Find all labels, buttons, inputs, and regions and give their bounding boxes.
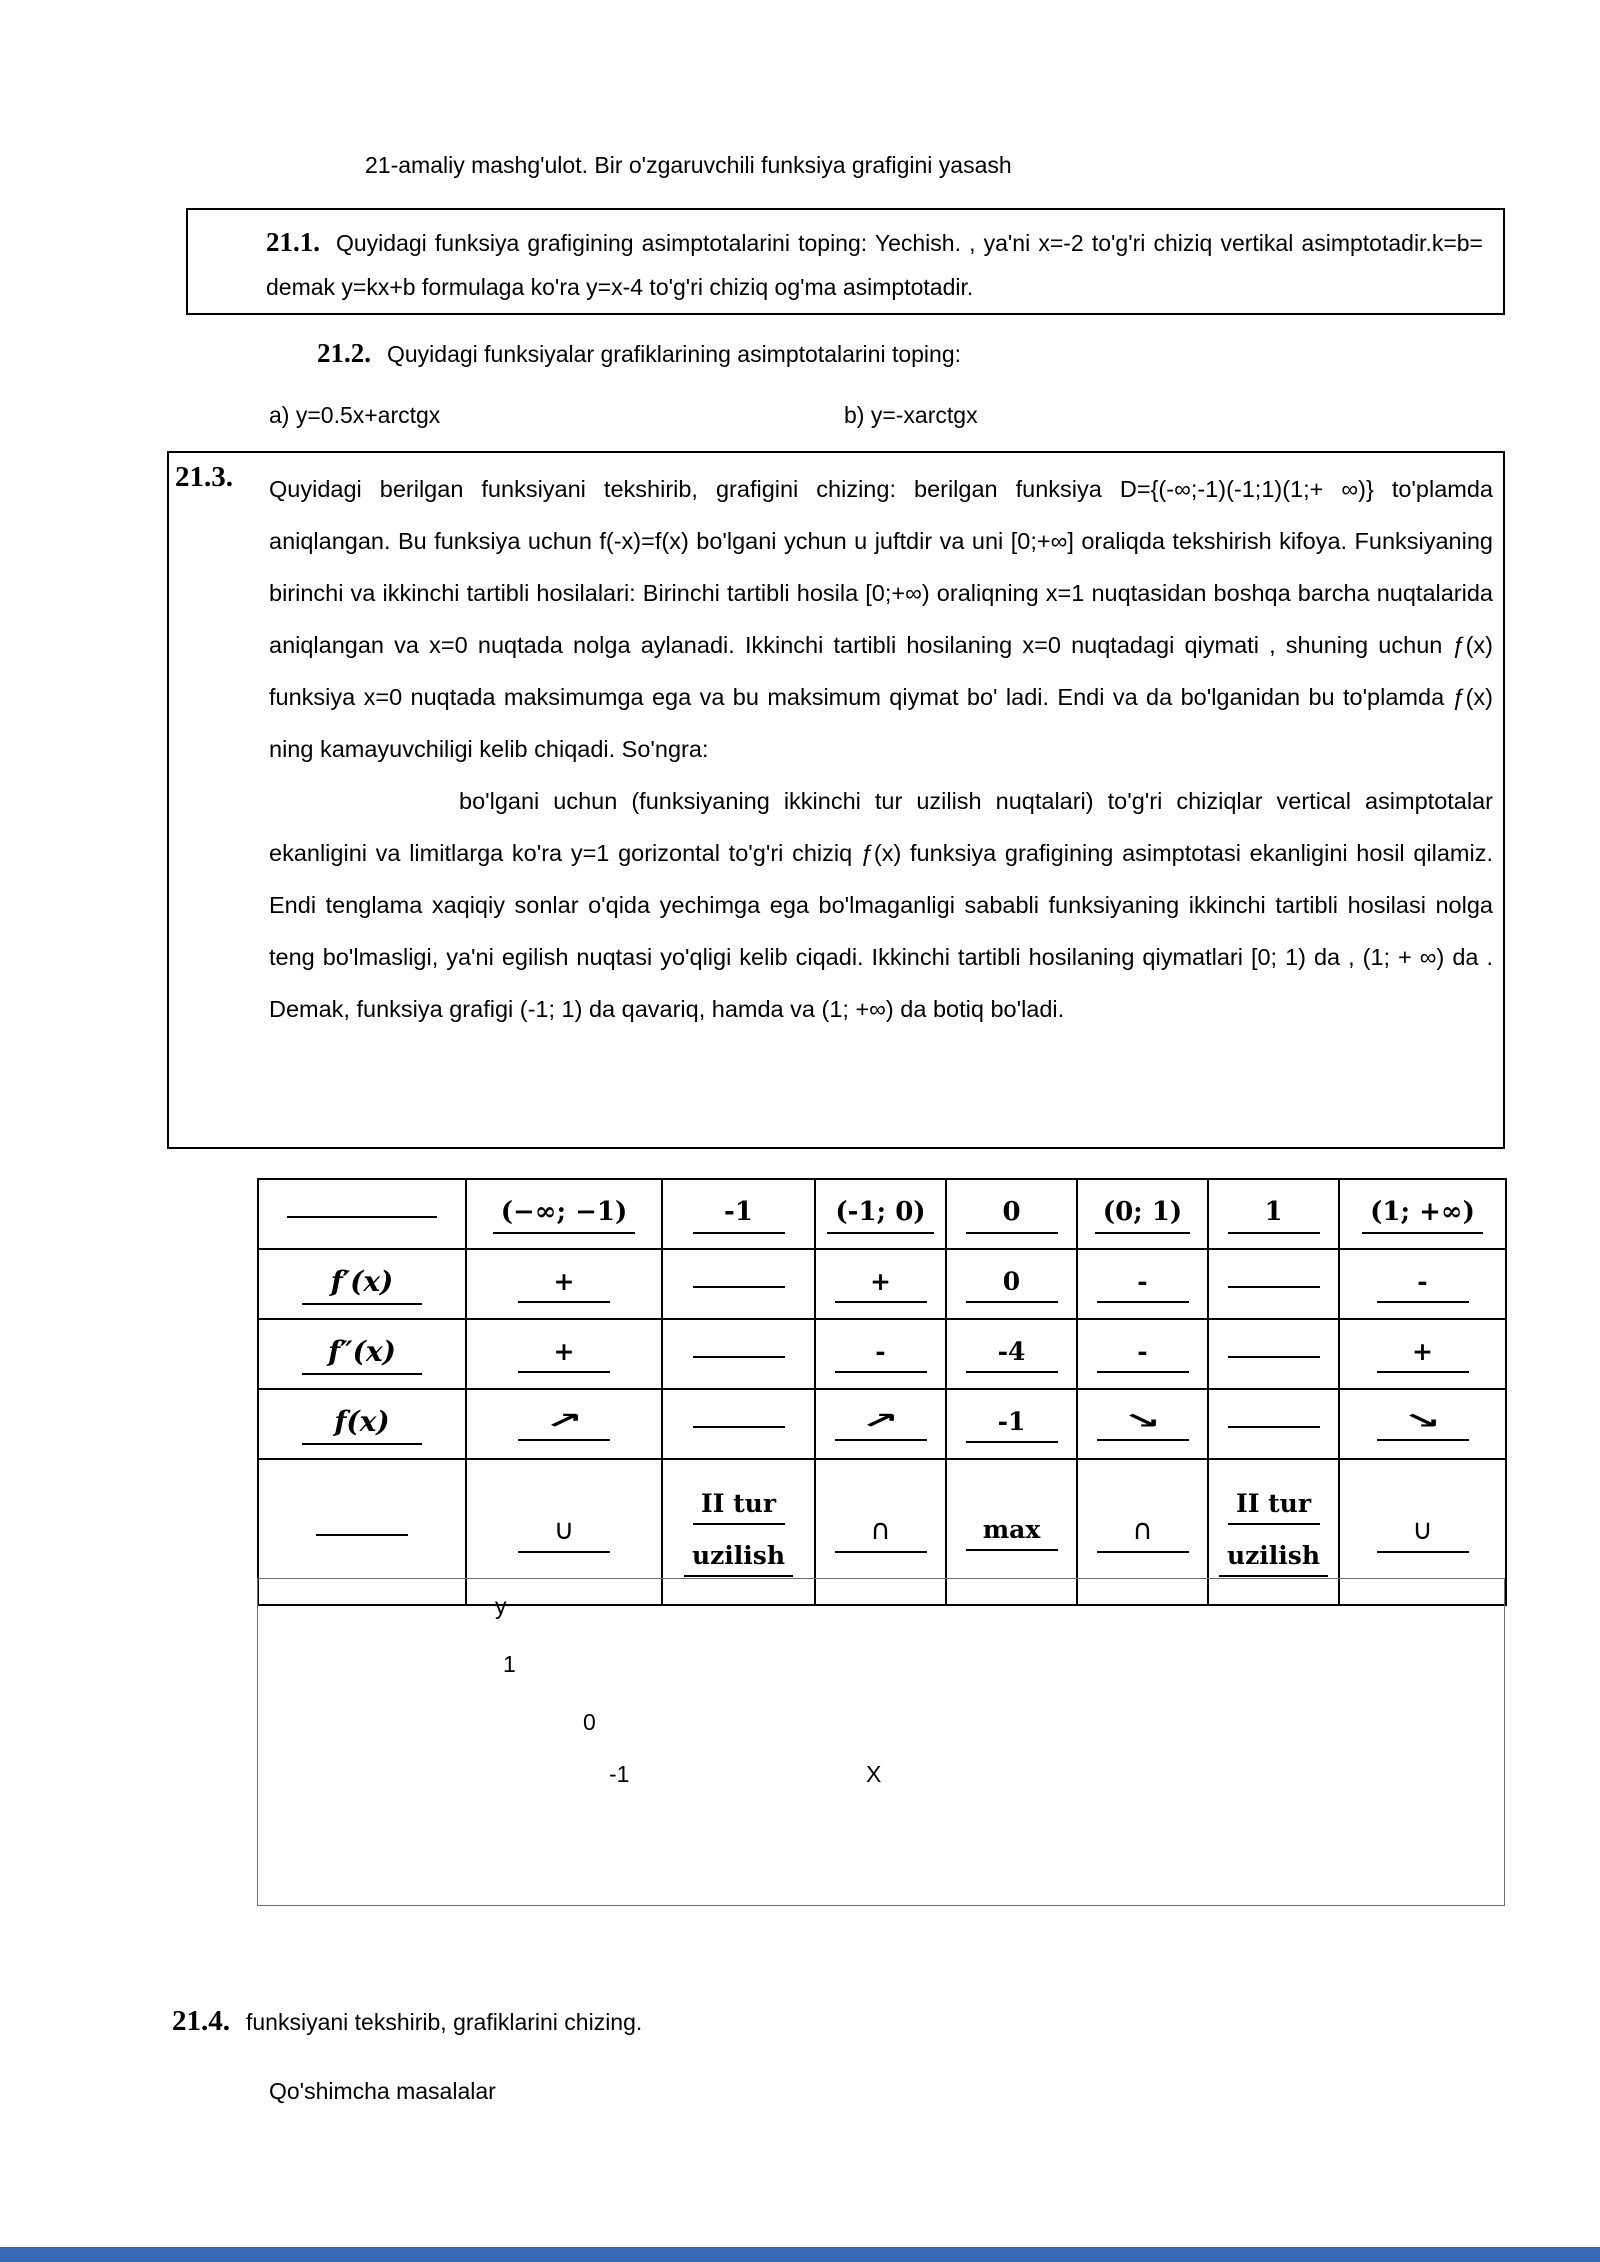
fsecond-sign bbox=[693, 1349, 785, 1358]
table-cell bbox=[258, 1179, 466, 1249]
max-label: max bbox=[966, 1513, 1058, 1551]
exercise-item-b: b) y=-xarctgx bbox=[844, 402, 978, 428]
section-21-2-number: 21.2. bbox=[317, 338, 371, 368]
figure-tick-minus1: -1 bbox=[609, 1761, 630, 1787]
concave-down-symbol: ∩ bbox=[1097, 1511, 1189, 1553]
table-cell bbox=[1208, 1389, 1339, 1459]
table-cell bbox=[815, 1389, 946, 1459]
fprime-sign: 0 bbox=[966, 1265, 1058, 1303]
header-point-minus1: -1 bbox=[693, 1195, 785, 1234]
header-interval-1: (−∞; −1) bbox=[493, 1195, 636, 1234]
fprime-sign: - bbox=[1097, 1265, 1189, 1303]
fprime-sign bbox=[693, 1279, 785, 1288]
section-21-1-text: Quyidagi funksiya grafigining asimptotalarini toping: Yechish. , ya'ni x=-2 to'g'ri chiziq vertikal asimptotadir.k=b= demak y=kx+b formulaga ko'ra y=x-4 to'g'ri chiziq og'ma asimptotadir. bbox=[266, 230, 1483, 300]
table-cell bbox=[1339, 1389, 1506, 1459]
section-21-2-text: Quyidagi funksiyalar grafiklarining asimptotalarini toping: bbox=[387, 341, 962, 367]
table-row-fprime bbox=[258, 1249, 1506, 1319]
table-cell bbox=[815, 1249, 946, 1319]
table-row-f bbox=[258, 1389, 1506, 1459]
fsecond-sign: + bbox=[1377, 1335, 1469, 1373]
falling-arrow-icon: ↘ bbox=[1403, 1409, 1442, 1434]
header-point-0: 0 bbox=[966, 1195, 1058, 1234]
table-cell bbox=[1077, 1319, 1208, 1389]
section-21-3-box bbox=[167, 451, 1505, 1149]
section-21-4-number: 21.4. bbox=[172, 2005, 230, 2037]
figure-tick-1: 1 bbox=[503, 1651, 516, 1677]
section-21-1-box bbox=[186, 208, 1505, 315]
fsecond-label: f″(x) bbox=[302, 1333, 422, 1375]
table-cell bbox=[662, 1319, 815, 1389]
table-cell bbox=[1339, 1249, 1506, 1319]
concave-up-symbol: ∪ bbox=[1377, 1511, 1469, 1553]
section-21-1-number: 21.1. bbox=[266, 227, 320, 257]
table-cell bbox=[1208, 1249, 1339, 1319]
discontinuity-line1: II tur bbox=[693, 1487, 785, 1525]
table-cell bbox=[466, 1319, 662, 1389]
page-title: 21-amaliy mashg'ulot. Bir o'zgaruvchili funksiya grafigini yasash bbox=[365, 152, 1012, 178]
table-cell bbox=[662, 1249, 815, 1319]
discontinuity-note bbox=[1211, 1487, 1336, 1577]
table-cell bbox=[662, 1389, 815, 1459]
extra-problems-heading: Qo'shimcha masalalar bbox=[269, 2078, 496, 2104]
section-21-3-number: 21.3. bbox=[175, 461, 233, 493]
table-cell bbox=[466, 1249, 662, 1319]
table-cell bbox=[946, 1389, 1077, 1459]
table-row-fsecond bbox=[258, 1319, 1506, 1389]
bottom-bar bbox=[0, 2247, 1600, 2262]
discontinuity-line2: uzilish bbox=[1219, 1539, 1328, 1577]
table-cell bbox=[1339, 1319, 1506, 1389]
header-empty bbox=[287, 1209, 437, 1218]
fsecond-sign: + bbox=[518, 1335, 610, 1373]
section-21-4-heading bbox=[172, 2005, 642, 2038]
exercise-item-a: a) y=0.5x+arctgx bbox=[269, 402, 441, 428]
fprime-label: f′(x) bbox=[302, 1263, 422, 1305]
fsecond-sign: - bbox=[835, 1335, 927, 1373]
rising-arrow-icon: ↗ bbox=[861, 1409, 900, 1434]
rising-arrow-icon: ↗ bbox=[544, 1409, 584, 1434]
graph-figure-box bbox=[257, 1578, 1505, 1906]
table-cell bbox=[946, 1179, 1077, 1249]
section-21-3-paragraph-1: Quyidagi berilgan funksiyani tekshirib, grafigini chizing: berilgan funksiya D={(-∞;-1)(-1;1)(1;+ ∞)} to'plamda aniqlangan. Bu funksiya uchun f(-x)=f(x) bo'lgani ychun u juftdir va uni [0;+∞] oraliqda tekshirish kifoya. Funksiyaning birinchi va ikkinchi tartibli hosilalari: Birinchi tartibli hosila [0;+∞) oraliqning x=1 nuqtasidan boshqa barcha nuqtalarida aniqlangan va x=0 nuqtada nolga aylanadi. Ikkinchi tartibli hosilaning x=0 nuqtadagi qiymati , shuning uchun ƒ(x) funksiya x=0 nuqtada maksimumga ega va bu maksimum qiymat bo' ladi. Endi va da bo'lganidan bu to'plamda ƒ(x) ning kamayuvchiligi kelib chiqadi. So'ngra: bbox=[269, 476, 1493, 762]
table-cell bbox=[815, 1179, 946, 1249]
section-21-4-text: funksiyani tekshirib, grafiklarini chizing. bbox=[246, 2009, 643, 2035]
header-interval-4: (1; +∞) bbox=[1362, 1195, 1483, 1234]
falling-arrow-icon: ↘ bbox=[1123, 1409, 1162, 1434]
fprime-sign: + bbox=[835, 1265, 927, 1303]
table-cell bbox=[1077, 1389, 1208, 1459]
f-value: -1 bbox=[966, 1405, 1058, 1443]
f-empty bbox=[693, 1419, 785, 1428]
table-cell bbox=[815, 1319, 946, 1389]
table-cell bbox=[1077, 1249, 1208, 1319]
fprime-sign: + bbox=[518, 1265, 610, 1303]
table-header-row bbox=[258, 1179, 1506, 1249]
header-point-1: 1 bbox=[1228, 1195, 1320, 1234]
table-cell bbox=[466, 1179, 662, 1249]
header-interval-2: (-1; 0) bbox=[827, 1195, 933, 1234]
table-cell bbox=[1208, 1179, 1339, 1249]
table-cell bbox=[466, 1389, 662, 1459]
discontinuity-line1: II tur bbox=[1228, 1487, 1320, 1525]
figure-y-axis-label: y bbox=[495, 1593, 507, 1619]
table-cell bbox=[946, 1319, 1077, 1389]
table-cell bbox=[258, 1319, 466, 1389]
fsecond-sign bbox=[1228, 1349, 1320, 1358]
header-interval-3: (0; 1) bbox=[1095, 1195, 1190, 1234]
concave-up-symbol: ∪ bbox=[518, 1511, 610, 1553]
concave-down-symbol: ∩ bbox=[835, 1511, 927, 1553]
fprime-sign: - bbox=[1377, 1265, 1469, 1303]
table-cell bbox=[1077, 1179, 1208, 1249]
discontinuity-note bbox=[665, 1487, 812, 1577]
figure-x-axis-label: X bbox=[866, 1761, 882, 1787]
table-cell bbox=[1339, 1179, 1506, 1249]
discontinuity-line2: uzilish bbox=[684, 1539, 793, 1577]
section-21-2-heading bbox=[317, 338, 961, 369]
fsecond-sign: -4 bbox=[966, 1335, 1058, 1373]
table-cell bbox=[258, 1389, 466, 1459]
fsecond-sign: - bbox=[1097, 1335, 1189, 1373]
figure-origin-label: 0 bbox=[583, 1709, 596, 1735]
table-cell bbox=[1208, 1319, 1339, 1389]
function-analysis-table bbox=[257, 1178, 1507, 1606]
fprime-sign bbox=[1228, 1279, 1320, 1288]
table-cell bbox=[946, 1249, 1077, 1319]
section-21-3-paragraph-2: bo'lgani uchun (funksiyaning ikkinchi tur uzilish nuqtalari) to'g'ri chiziqlar vertical asimptotalar ekanligini va limitlarga ko'ra y=1 gorizontal to'g'ri chiziq ƒ(x) funksiya grafigining asimptotasi ekanligini hosil qilamiz. Endi tenglama xaqiqiy sonlar o'qida yechimga ega bo'lmaganligi sababli funksiyaning ikkinchi tartibli hosilasi nolga teng bo'lmasligi, ya'ni egilish nuqtasi yo'qligi kelib ciqadi. Ikkinchi tartibli hosilaning qiymatlari [0; 1) da , (1; + ∞) da . Demak, funksiya grafigi (-1; 1) da qavariq, hamda va (1; +∞) da botiq bo'ladi. bbox=[269, 788, 1493, 1022]
table-cell bbox=[662, 1179, 815, 1249]
f-label: f(x) bbox=[302, 1403, 422, 1445]
table-cell bbox=[258, 1249, 466, 1319]
shape-empty-label bbox=[316, 1527, 408, 1536]
f-empty bbox=[1228, 1419, 1320, 1428]
